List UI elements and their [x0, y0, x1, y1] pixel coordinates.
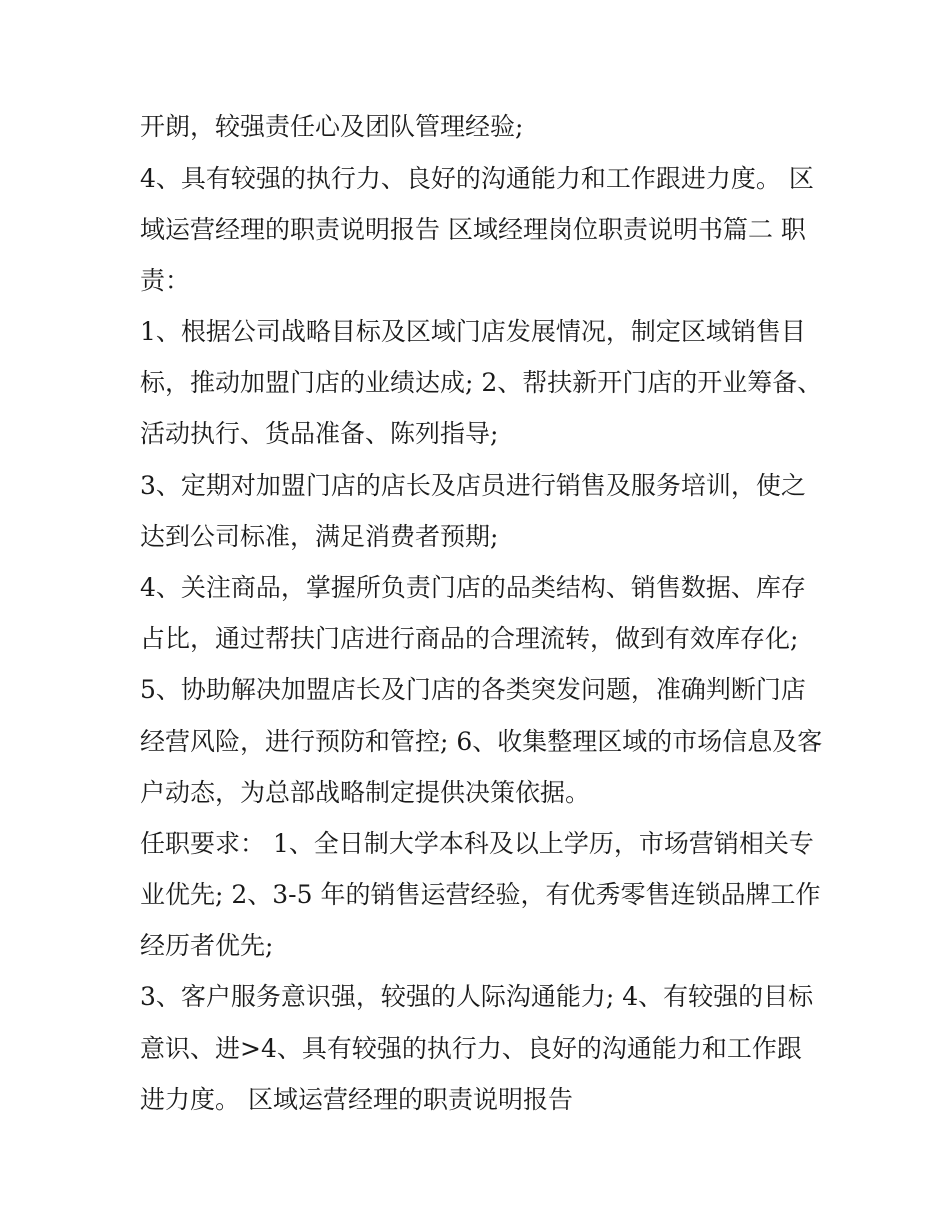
text-line: 责： [140, 266, 191, 295]
text-line: 域运营经理的职责说明报告 区域经理岗位职责说明书篇二 职 [140, 215, 806, 244]
text-line: 3、客户服务意识强，较强的人际沟通能力; 4、有较强的目标 [140, 982, 814, 1011]
text-line: 4、具有较强的执行力、良好的沟通能力和工作跟进力度。 区 [140, 164, 814, 193]
text-line: 活动执行、货品准备、陈列指导; [140, 419, 499, 448]
text-line: 进力度。 区域运营经理的职责说明报告 [140, 1085, 573, 1114]
text-line: 开朗，较强责任心及团队管理经验; [140, 112, 524, 141]
text-line: 5、协助解决加盟店长及门店的各类突发问题，准确判断门店 [140, 675, 806, 704]
text-line: 3、定期对加盟门店的店长及店员进行销售及服务培训，使之 [140, 471, 806, 500]
text-line: 标，推动加盟门店的业绩达成; 2、帮扶新开门店的开业筹备、 [140, 368, 823, 397]
text-line: 任职要求： 1、全日制大学本科及以上学历，市场营销相关专 [140, 829, 814, 858]
text-line: 经历者优先; [140, 931, 274, 960]
text-line: 户动态，为总部战略制定提供决策依据。 [140, 778, 591, 807]
text-line: 意识、进>4、具有较强的执行力、良好的沟通能力和工作跟 [140, 1034, 802, 1063]
text-line: 达到公司标准，满足消费者预期; [140, 522, 499, 551]
text-line: 经营风险，进行预防和管控; 6、收集整理区域的市场信息及客 [140, 727, 823, 756]
text-line: 占比，通过帮扶门店进行商品的合理流转，做到有效库存化; [140, 624, 799, 653]
text-line: 1、根据公司战略目标及区域门店发展情况，制定区域销售目 [140, 317, 806, 346]
text-line: 业优先; 2、3-5 年的销售运营经验，有优秀零售连锁品牌工作 [140, 880, 821, 909]
text-line: 4、关注商品，掌握所负责门店的品类结构、销售数据、库存 [140, 573, 806, 602]
